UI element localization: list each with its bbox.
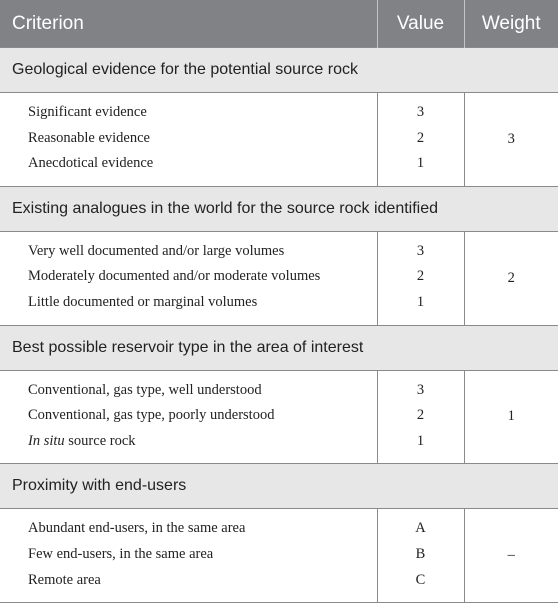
header-criterion: Criterion bbox=[0, 0, 377, 48]
header-weight: Weight bbox=[464, 0, 558, 48]
section-title: Existing analogues in the world for the source rock identified bbox=[0, 186, 558, 231]
criterion-item: Remote area bbox=[28, 571, 101, 588]
value-item: 3 bbox=[416, 381, 425, 398]
section-title: Proximity with end-users bbox=[0, 464, 558, 509]
section-header-reservoir-type bbox=[0, 325, 558, 370]
value-item: 2 bbox=[416, 407, 425, 424]
criterion-item: Little documented or marginal volumes bbox=[28, 293, 258, 310]
section-title: Geological evidence for the potential source rock bbox=[0, 48, 558, 93]
criterion-cell bbox=[0, 93, 377, 187]
criterion-cell bbox=[0, 509, 377, 603]
weight-cell: – bbox=[507, 547, 515, 564]
criterion-item bbox=[0, 429, 377, 455]
header-row bbox=[0, 0, 558, 48]
criterion-cell bbox=[0, 231, 377, 325]
value-item: 2 bbox=[416, 268, 425, 285]
value-item: 1 bbox=[416, 293, 425, 310]
criterion-item: Conventional, gas type, well understood bbox=[28, 381, 262, 398]
value-item: 1 bbox=[416, 155, 425, 172]
value-item: 3 bbox=[416, 104, 425, 120]
criterion-item: Conventional, gas type, poorly understood bbox=[28, 407, 275, 424]
weight-cell: 3 bbox=[507, 130, 515, 147]
criterion-item-text: source rock bbox=[64, 432, 136, 449]
value-cell bbox=[377, 509, 464, 603]
value-item: 2 bbox=[416, 129, 425, 146]
section-title: Best possible reservoir type in the area of interest bbox=[0, 325, 558, 370]
value-item: 1 bbox=[416, 432, 425, 449]
value-cell bbox=[377, 93, 464, 187]
criterion-item: Anecdotical evidence bbox=[28, 155, 154, 172]
section-group-reservoir-type bbox=[0, 370, 558, 464]
section-group-geological-evidence bbox=[0, 93, 558, 187]
header-value: Value bbox=[377, 0, 464, 48]
weight-cell: 1 bbox=[507, 408, 515, 425]
criterion-item: Significant evidence bbox=[28, 104, 147, 120]
section-header-existing-analogues bbox=[0, 186, 558, 231]
italic-term: In situ bbox=[28, 432, 65, 449]
criterion-cell bbox=[0, 370, 377, 464]
section-header-geological-evidence bbox=[0, 48, 558, 93]
value-cell bbox=[377, 370, 464, 464]
section-group-proximity-end-users bbox=[0, 509, 558, 603]
value-item: A bbox=[415, 520, 426, 537]
criterion-item: Reasonable evidence bbox=[28, 129, 150, 146]
section-group-existing-analogues bbox=[0, 231, 558, 325]
weight-cell: 2 bbox=[507, 269, 515, 286]
value-item: C bbox=[415, 571, 426, 588]
criterion-item: Abundant end-users, in the same area bbox=[28, 520, 246, 537]
value-item: B bbox=[415, 545, 426, 562]
criterion-item: Very well documented and/or large volumes bbox=[28, 242, 285, 259]
criterion-item: Moderately documented and/or moderate volumes bbox=[28, 268, 321, 285]
value-item: 3 bbox=[416, 242, 425, 259]
value-cell bbox=[377, 231, 464, 325]
criterion-item: Few end-users, in the same area bbox=[28, 545, 214, 562]
section-header-proximity-end-users bbox=[0, 464, 558, 509]
